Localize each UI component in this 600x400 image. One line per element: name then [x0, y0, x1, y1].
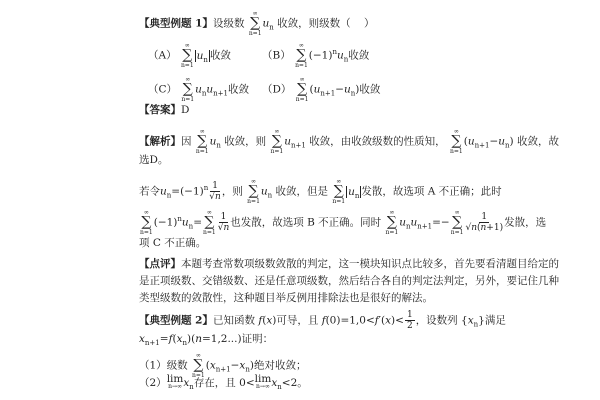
example2-line-2: $x_{n+1}=f(x_n)(n=1,2...)$证明： [139, 333, 274, 348]
analysis-line-5: 项 C 不正确。 [139, 237, 207, 249]
analysis-line-1: 【解析】因 ∞ ∑ n=1 $u_n$ 收敛，则 ∞ ∑ n=1 $u_{n+1}$ 收敛，由收敛级数的性质知， ∞ ∑ n=1 $(u_{n+1}-u_n)$ 收敛，故 [139, 128, 559, 155]
example2-item-2: （2） lim n→∞ $x_n$存在，且 0< lim n→∞ $x_n<2$。 [139, 373, 308, 392]
analysis-label: 【解析】 [139, 135, 181, 148]
option-b: （B） ∞ ∑ n=1 $(-1)^nu_n$收敛 [262, 42, 370, 69]
example1-heading: 【典型例题 1】 [139, 17, 213, 30]
analysis-line-3: 若令$u_n=(-1)^n$ $\frac{1}{√n}$ ，则 ∞ ∑ n=1 $u_n$ 收敛，但是 ∞ ∑ n=1 $u_n$ 发散，故选项 A 不正确；此时 [139, 178, 502, 205]
comment-label: 【点评】 [139, 258, 181, 270]
option-a: （A） ∞ ∑ n=1 $u_n$ 收敛 [148, 42, 231, 69]
analysis-line-2: 选D。 [139, 154, 169, 166]
comment-line-1: 【点评】本题考查常数项级数敛散的判定，这一模块知识点比较多，首先要看清题目给定的 [139, 258, 559, 270]
sum-symbol: ∞ ∑ n=1 [248, 10, 262, 37]
example2-line-1: 【典型例题 2】已知函数 f(x)可导，且 f(0)=1,0<f′(x)< $\frac{1}{2}$ ，设数列 $\{x_n\}$满足 [139, 310, 506, 331]
example2-item-1: （1）级数 ∞ ∑ n=1 $(x_{n+1}-x_n)$绝对收敛； [139, 352, 307, 379]
analysis-line-4: ∞ ∑ n=1 $(-1)^nu_n=$ ∞ ∑ n=1 $\frac{1}{√n}$ 也发散，故选项 B 不正确。同时 ∞ ∑ n=1 $u_nu_{n+1}=-$ ∞ ∑ n=1 $\frac{1}{√n(n+1)}$ 发散，选 [140, 209, 547, 236]
example1-question: 【典型例题 1】设级数 ∞ ∑ n=1 $u_n$ 收敛，则级数（ ） [139, 10, 375, 37]
comment-line-3: 类型级数的敛散性，这种题目举反例用排除法也是很好的解法。 [139, 292, 433, 304]
answer-label: 【答案】 [139, 104, 181, 116]
option-d: （D） ∞ ∑ n=1 $(u_{n+1}-u_n)$收敛 [262, 76, 381, 103]
option-c: （C） ∞ ∑ n=1 $u_nu_{n+1}$收敛 [148, 76, 249, 103]
answer-value: D [181, 104, 190, 116]
answer-line [139, 103, 189, 117]
example2-heading: 【典型例题 2】 [139, 314, 213, 327]
comment-line-2: 是正项级数、交错级数、还是任意项级数，然后结合各自的判定法判定，另外，要记住几种 [139, 275, 559, 287]
